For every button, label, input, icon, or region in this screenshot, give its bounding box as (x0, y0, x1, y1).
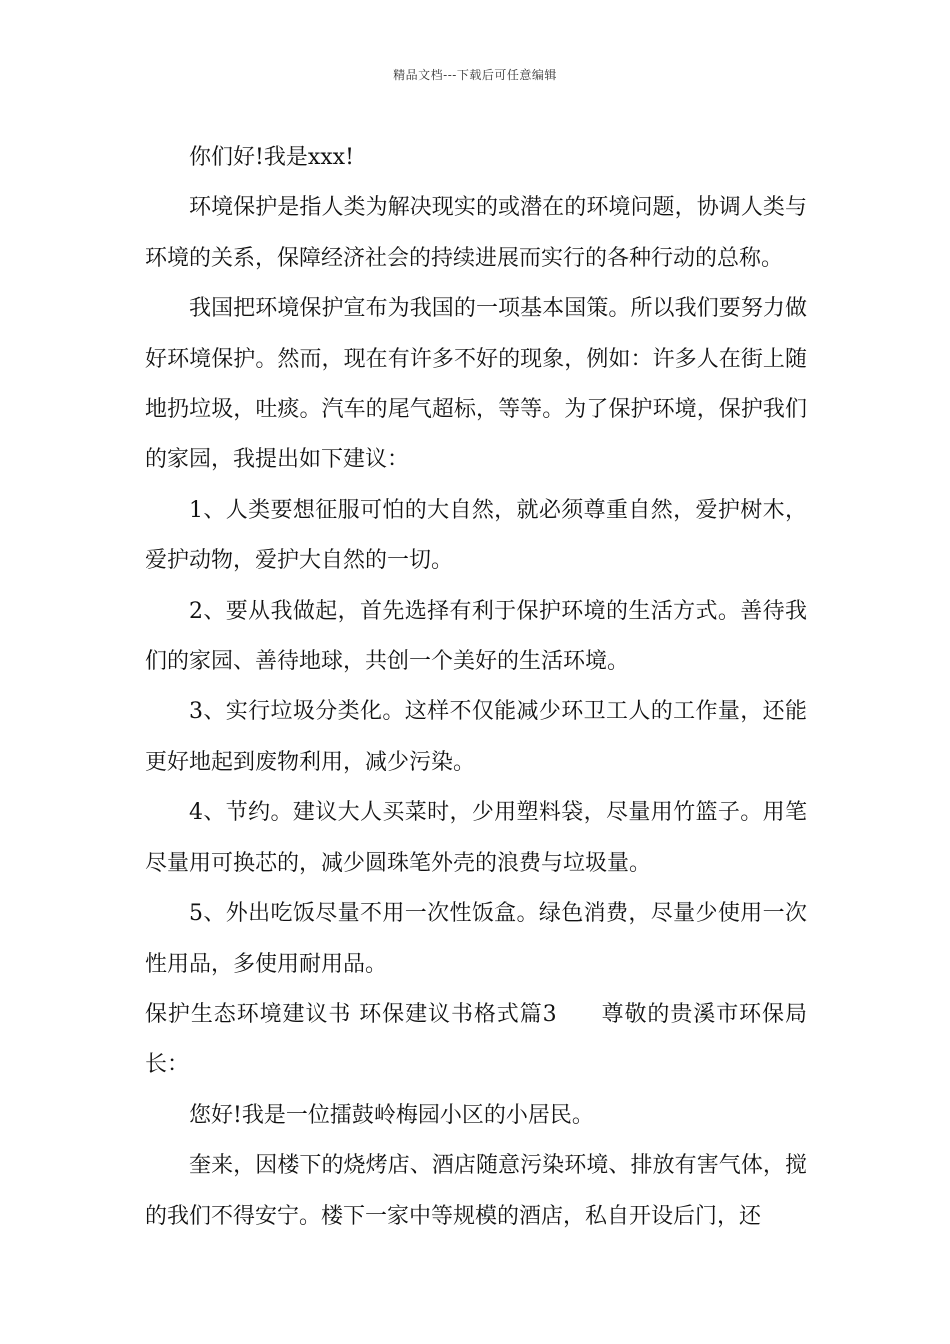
document-body (145, 133, 807, 1242)
page-header: 精品文档---下载后可任意编辑 (393, 68, 557, 82)
salutation: 尊敬的贵溪市环保局长： (145, 1001, 807, 1078)
suggestion-item-4: 4、节约。建议大人买菜时，少用塑料袋，尽量用竹篮子。用笔尽量用可换芯的，减少圆珠笔外壳的浪费与垃圾量。 (145, 800, 807, 876)
suggestion-item-3: 3、实行垃圾分类化。这样不仅能减少环卫工人的工作量，还能更好地起到废物利用，减少污染。 (145, 699, 807, 775)
section-title: 保护生态环境建议书 环保建议书格式篇3 (145, 1001, 557, 1027)
introduction-paragraph: 您好!我是一位擂鼓岭梅园小区的小居民。 (189, 1102, 594, 1128)
complaint-paragraph: 奎来，因楼下的烧烤店、酒店随意污染环境、排放有害气体，搅的我们不得安宁。楼下一家中等规模的酒店，私自开设后门，还 (145, 1153, 807, 1229)
suggestion-item-5: 5、外出吃饭尽量不用一次性饭盒。绿色消费，尽量少使用一次性用品，多使用耐用品。 (145, 901, 807, 977)
section-heading-line (145, 990, 807, 1091)
policy-paragraph: 我国把环境保护宣布为我国的一项基本国策。所以我们要努力做好环境保护。然而，现在有许多不好的现象，例如：许多人在街上随地扔垃圾，吐痰。汽车的尾气超标，等等。为了保护环境，保护我们的家园，我提出如下建议： (145, 296, 807, 473)
greeting-paragraph: 你们好!我是xxx! (189, 145, 354, 170)
suggestion-item-2: 2、要从我做起，首先选择有利于保护环境的生活方式。善待我们的家园、善待地球，共创一个美好的生活环境。 (145, 598, 807, 675)
suggestion-item-1: 1、人类要想征服可怕的大自然，就必须尊重自然，爱护树木，爱护动物，爱护大自然的一切。 (145, 497, 807, 574)
definition-paragraph: 环境保护是指人类为解决现实的或潜在的环境问题，协调人类与环境的关系，保障经济社会的持续进展而实行的各种行动的总称。 (145, 195, 807, 271)
